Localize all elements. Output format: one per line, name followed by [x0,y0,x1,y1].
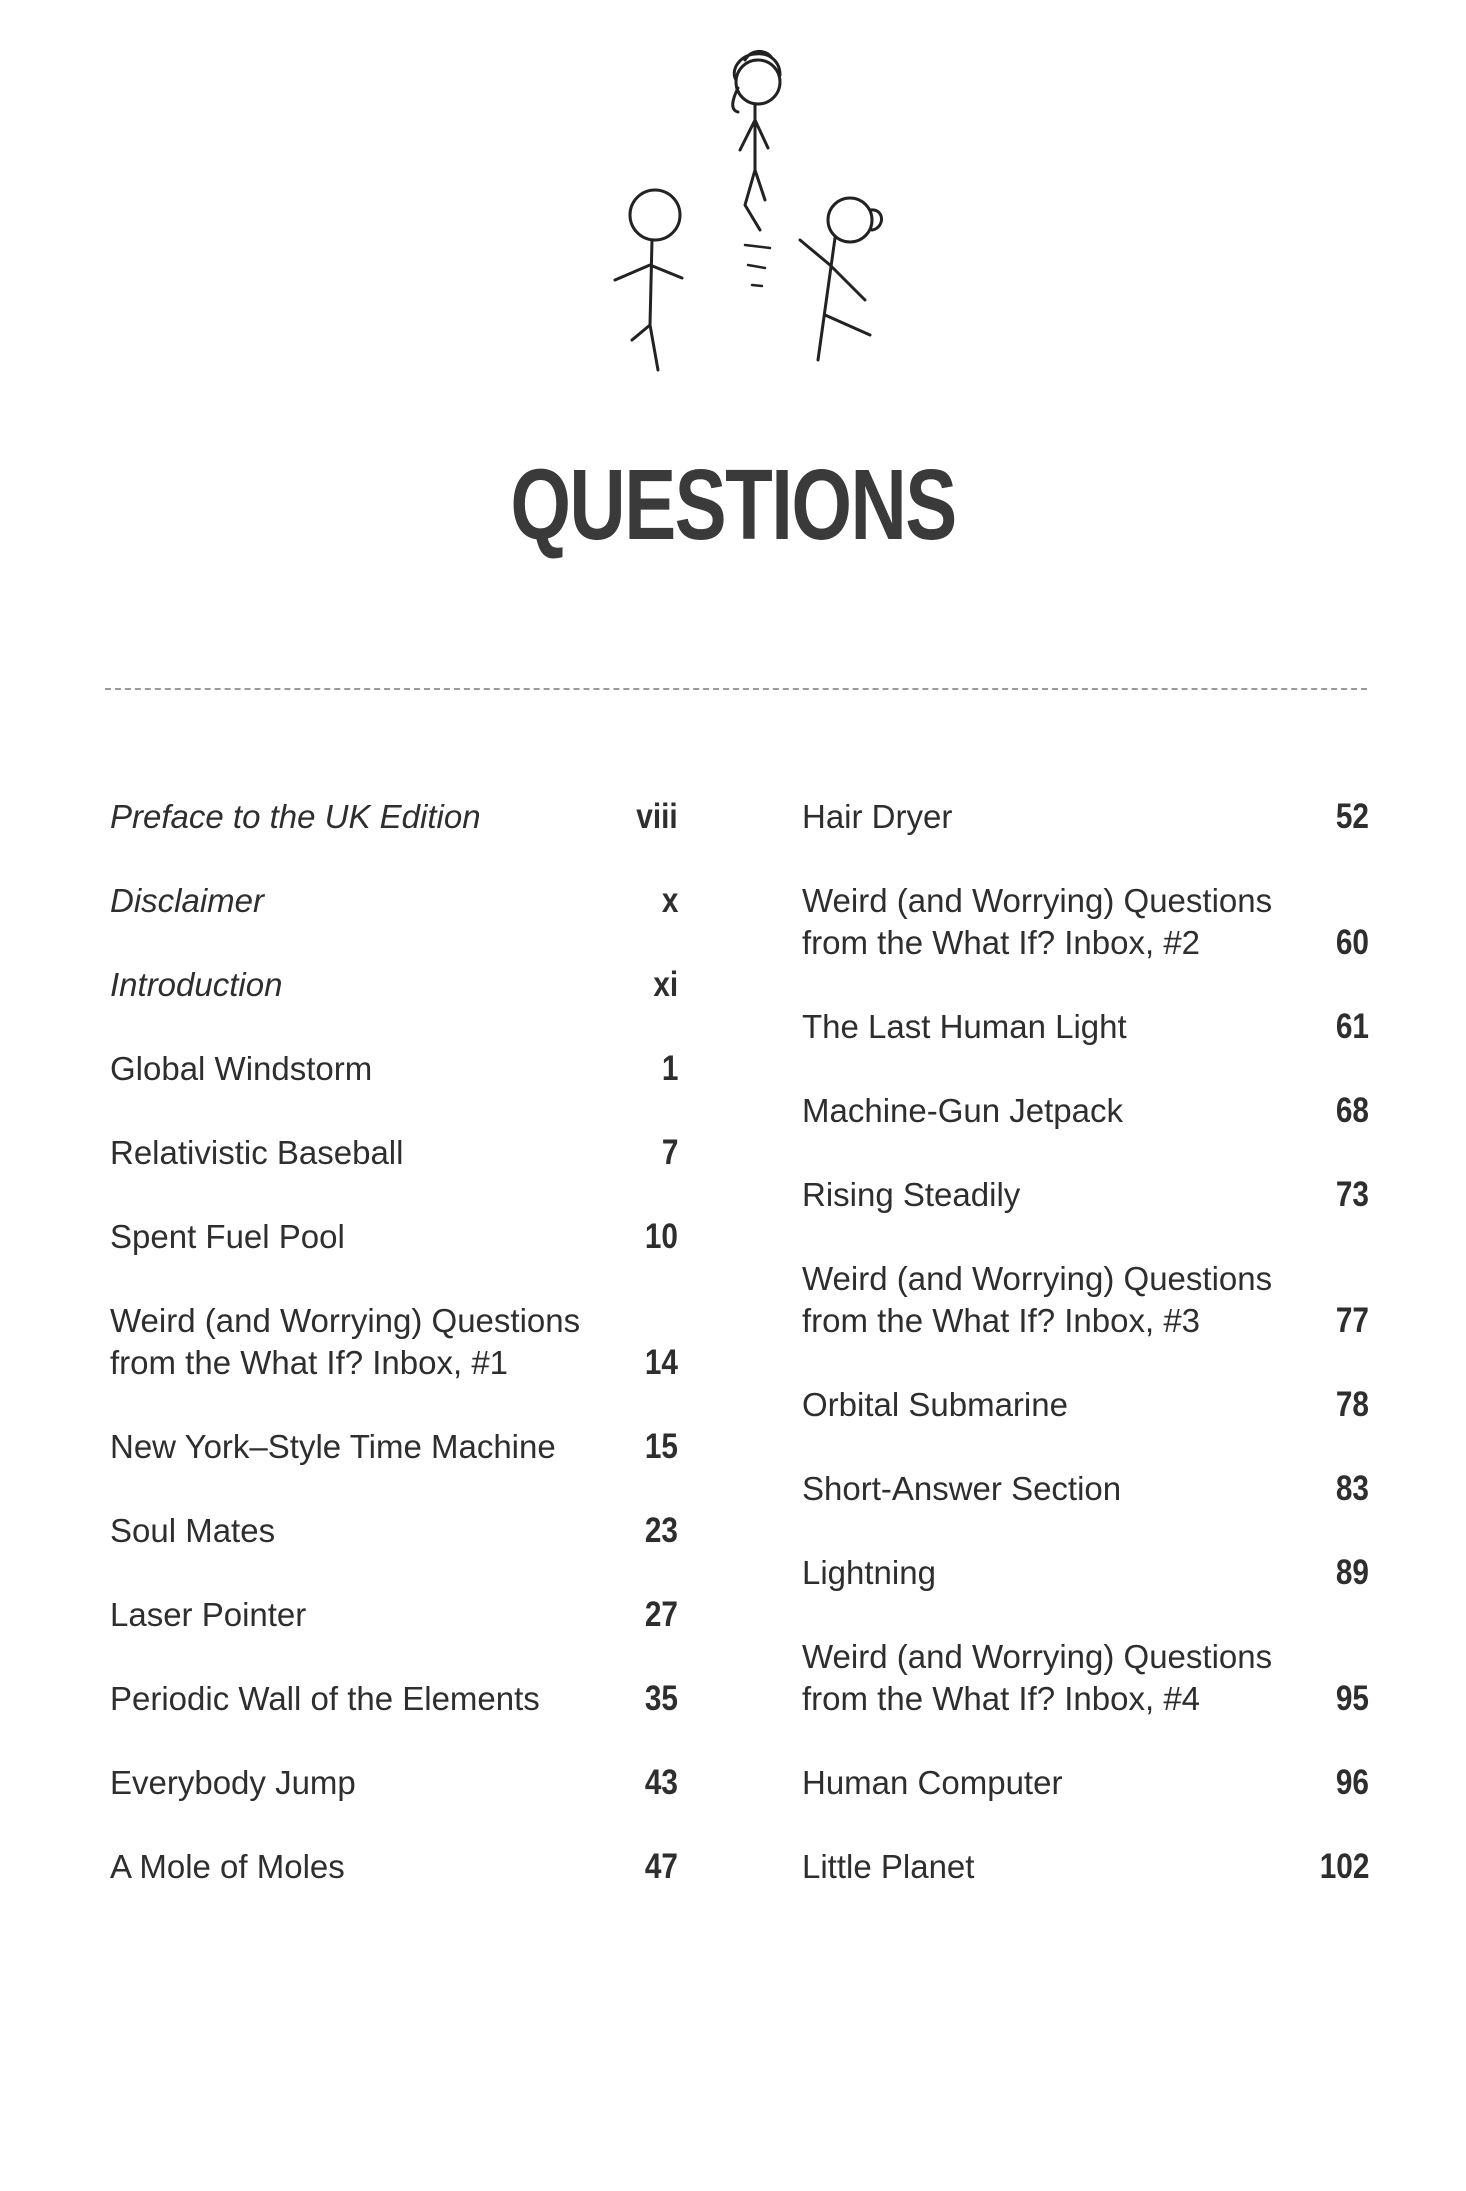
toc-entry-page: xi [653,965,678,1004]
toc-entry-label-line1: Weird (and Worrying) Questions [802,1638,1273,1675]
toc-entry-page: 68 [1335,1091,1369,1130]
page-title: QUESTIONS [510,449,956,561]
toc-entry-page: 7 [661,1133,678,1172]
jumping-figure [733,51,780,286]
toc-entry-page: 15 [644,1427,678,1466]
toc-entry-page: 83 [1335,1469,1369,1508]
toc-entry-page: 43 [644,1763,678,1802]
toc-entry-page: 96 [1335,1763,1369,1802]
toc-entry-label-line2: from the What If? Inbox, #2 [802,924,1201,961]
left-figure [615,190,682,370]
dashed-divider [105,688,1367,690]
toc-entry-page: 10 [644,1217,678,1256]
toc-entry-label: Machine-Gun Jetpack [802,1092,1123,1129]
toc-entry-page: 47 [644,1847,678,1886]
toc-entry-page: 102 [1319,1847,1369,1886]
toc-entry-page: viii [636,797,678,836]
toc-entry-label-line2: from the What If? Inbox, #3 [802,1302,1201,1339]
toc-entry-page: 77 [1335,1301,1369,1340]
toc-entry-page: 1 [661,1049,678,1088]
toc-entry-label: Short-Answer Section [802,1470,1122,1507]
toc-entry-page: 23 [644,1511,678,1550]
toc-entry-label-line2: from the What If? Inbox, #4 [802,1680,1201,1717]
toc-entry-label: Everybody Jump [110,1764,356,1801]
toc-entry-label: Lightning [802,1554,936,1591]
toc-entry-label: Introduction [110,966,283,1003]
toc-entry-label: Soul Mates [110,1512,276,1549]
toc-entry-label-line2: from the What If? Inbox, #1 [110,1344,509,1381]
toc-entry-label: New York–Style Time Machine [110,1428,556,1465]
toc-entry-page: 73 [1335,1175,1369,1214]
toc-entry-label-line1: Weird (and Worrying) Questions [110,1302,581,1339]
toc-entry-label: A Mole of Moles [110,1848,345,1885]
right-figure [800,198,882,360]
toc-entry-label: Human Computer [802,1764,1063,1801]
toc-entry-label-line1: Weird (and Worrying) Questions [802,1260,1273,1297]
toc-entry-page: 89 [1335,1553,1369,1592]
toc-entry-label: Hair Dryer [802,798,953,835]
toc-entry-label: Spent Fuel Pool [110,1218,345,1255]
toc-entry-label: The Last Human Light [802,1008,1127,1045]
toc-entry-page: 78 [1335,1385,1369,1424]
toc-entry-label-line1: Weird (and Worrying) Questions [802,882,1273,919]
toc-entry-page: 27 [644,1595,678,1634]
toc-entry-label: Orbital Submarine [802,1386,1068,1423]
toc-entry-label: Relativistic Baseball [110,1134,404,1171]
toc-entry-page: 14 [644,1343,678,1382]
toc-entry-page: x [661,881,678,920]
toc-entry-label: Rising Steadily [802,1176,1021,1213]
toc-entry-label: Laser Pointer [110,1596,307,1633]
toc-entry-label: Little Planet [802,1848,975,1885]
toc-entry-page: 61 [1335,1007,1369,1046]
toc-entry-page: 60 [1335,923,1369,962]
toc-entry-page: 95 [1335,1679,1369,1718]
toc-entry-label: Preface to the UK Edition [110,798,481,835]
toc-entry-page: 52 [1335,797,1369,836]
toc-entry-page: 35 [644,1679,678,1718]
stick-figures-illustration [580,40,910,390]
toc-entry-label: Disclaimer [110,882,265,919]
toc-entry-label: Periodic Wall of the Elements [110,1680,540,1717]
toc-entry-label: Global Windstorm [110,1050,373,1087]
